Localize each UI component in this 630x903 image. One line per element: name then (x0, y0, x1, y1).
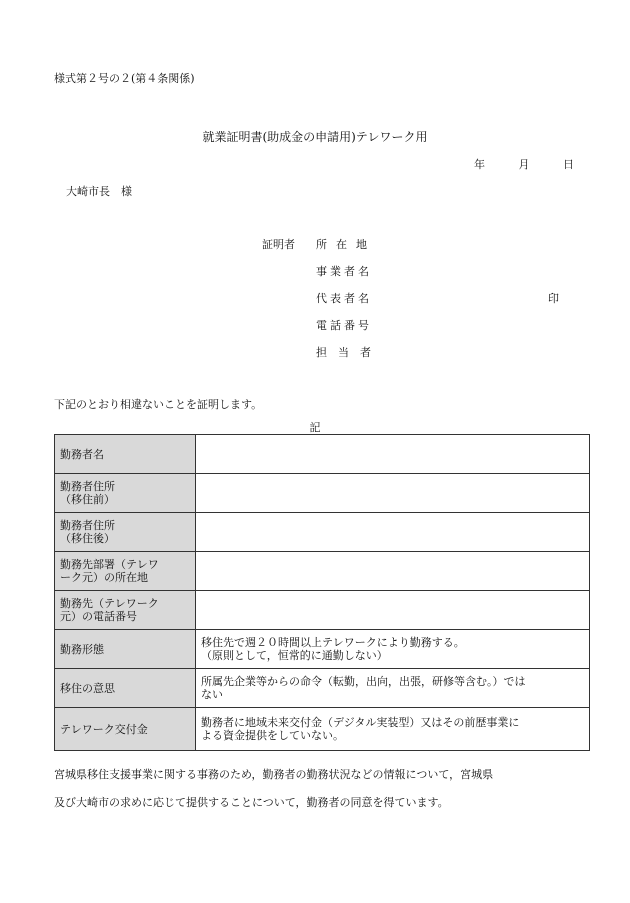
page-title: 就業証明書(助成金の申請用)テレワーク用 (202, 130, 428, 144)
row-label: 勤務先（テレワーク 元）の電話番号 (55, 591, 196, 630)
table-row (55, 591, 590, 630)
table-row (55, 669, 590, 708)
date-year: 年 (474, 158, 485, 171)
details-table (54, 434, 590, 751)
consent-text-line-1: 宮城県移住支援事業に関する事務のため，勤務者の勤務状況などの情報について，宮城県 (54, 768, 494, 781)
certifier-label: 証明者 (262, 238, 295, 251)
addressee: 大崎市長 様 (66, 185, 132, 198)
row-value: 移住先で週２０時間以上テレワークにより勤務する。 （原則として，恒常的に通勤しない） (196, 630, 590, 669)
certifier-contact-label: 担当者 (316, 346, 382, 359)
certifier-address-label: 所在地 (316, 238, 376, 251)
row-label: 勤務者名 (55, 435, 196, 474)
row-label: テレワーク交付金 (55, 708, 196, 751)
row-label: 勤務者住所 （移住後） (55, 513, 196, 552)
row-value: 勤務者に地域未来交付金（デジタル実装型）又はその前歴事業に よる資金提供をしていない。 (196, 708, 590, 751)
row-label: 移住の意思 (55, 669, 196, 708)
form-number: 様式第２号の２(第４条関係) (54, 72, 195, 85)
date-month: 月 (518, 158, 530, 171)
table-row (55, 513, 590, 552)
row-value-field[interactable] (196, 552, 590, 591)
intro-text: 下記のとおり相違ないことを証明します。 (54, 398, 263, 411)
row-value-field[interactable] (196, 591, 590, 630)
consent-text-line-2: 及び大崎市の求めに応じて提供することについて，勤務者の同意を得ています。 (54, 796, 449, 809)
row-label: 勤務形態 (55, 630, 196, 669)
certifier-business-name-label: 事業者名 (316, 265, 372, 278)
table-row (55, 552, 590, 591)
row-value-field[interactable] (196, 474, 590, 513)
row-value-field[interactable] (196, 513, 590, 552)
row-value-field[interactable] (196, 435, 590, 474)
ki-heading: 記 (309, 421, 321, 434)
table-row (55, 708, 590, 751)
row-value: 所属先企業等からの命令（転勤，出向，出張，研修等含む。）では ない (196, 669, 590, 708)
date-day: 日 (563, 158, 574, 171)
row-label: 勤務先部署（テレワ ーク元）の所在地 (55, 552, 196, 591)
certifier-representative-label: 代表者名 (316, 292, 372, 305)
seal-mark: 印 (548, 292, 559, 305)
row-label: 勤務者住所 （移住前） (55, 474, 196, 513)
table-row (55, 435, 590, 474)
certifier-phone-label: 電話番号 (316, 319, 372, 332)
table-row (55, 630, 590, 669)
date-line (474, 156, 574, 172)
table-row (55, 474, 590, 513)
